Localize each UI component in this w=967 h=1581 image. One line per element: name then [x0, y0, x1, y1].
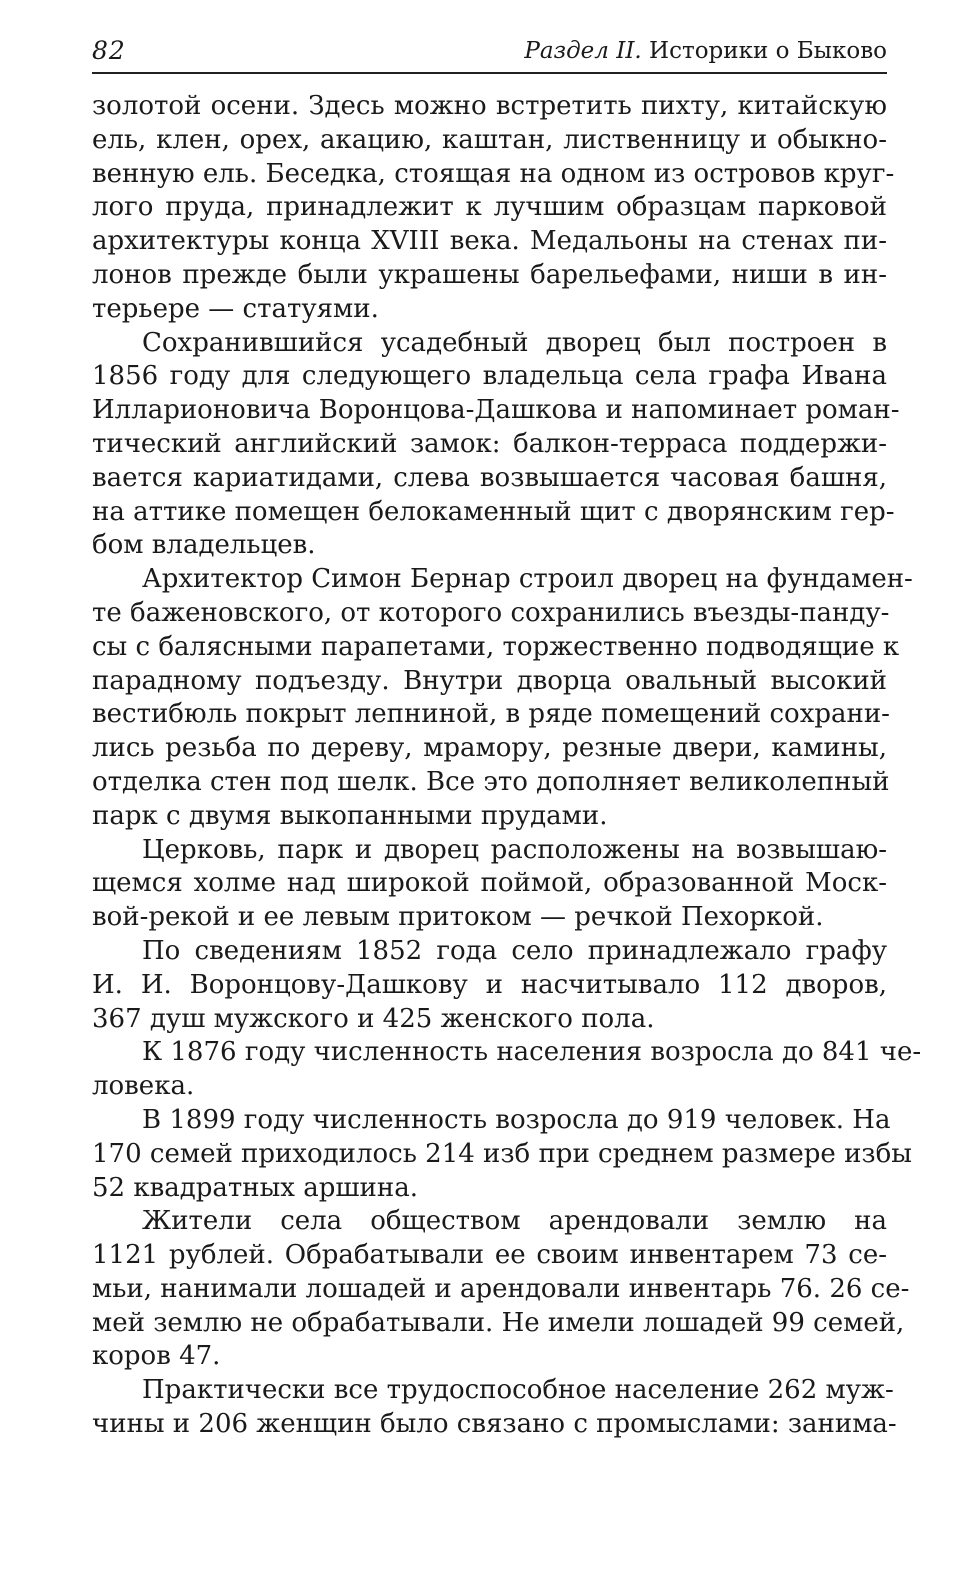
- text-line: вается кариатидами, слева возвышается часовая башня,: [92, 462, 887, 493]
- text-line: тический английский замок: балкон-терраса поддержи-: [92, 428, 887, 459]
- text-line: Жители села обществом арендовали землю на: [142, 1206, 887, 1237]
- text-line: И. И. Воронцову-Дашкову и насчитывало 112 дворов,: [92, 969, 887, 1000]
- text-line: Сохранившийся усадебный дворец был построен в: [142, 327, 887, 358]
- paragraph: [92, 563, 913, 833]
- text-line: те баженовского, от которого сохранились въезды-панду-: [92, 597, 890, 628]
- text-line: золотой осени. Здесь можно встретить пихту, китайскую: [92, 91, 887, 121]
- page-number: 82: [92, 36, 126, 65]
- text-line: на аттике помещен белокаменный щит с дворянским гер-: [92, 496, 895, 527]
- text-line: бом владельцев.: [92, 530, 316, 561]
- section-title: Историки о Быково: [649, 38, 887, 64]
- paragraph: [92, 90, 895, 327]
- text-line: ель, клен, орех, акацию, каштан, лиственницу и обыкно-: [92, 124, 887, 155]
- paragraph: [92, 327, 900, 564]
- text-line: парк с двумя выкопанными прудами.: [92, 800, 608, 831]
- text-line: вой-рекой и ее левым притоком — речкой Пехоркой.: [92, 902, 824, 933]
- text-line: мьи, нанимали лошадей и арендовали инвентарь 76. 26 се-: [92, 1273, 910, 1304]
- text-line: чины и 206 женщин было связано с промыслами: занима-: [92, 1409, 897, 1440]
- running-head: [524, 38, 887, 64]
- text-line: щемся холме над широкой поймой, образованной Моск-: [92, 868, 887, 899]
- paragraph: [92, 1374, 897, 1442]
- text-line: 52 квадратных аршина.: [92, 1172, 418, 1203]
- text-line: парадному подъезду. Внутри дворца овальный высокий: [92, 665, 887, 696]
- text-line: отделка стен под шелк. Все это дополняет великолепный: [92, 766, 890, 797]
- paragraph: [92, 1205, 910, 1374]
- page-header: [92, 34, 887, 74]
- text-line: Практически все трудоспособное население 262 муж-: [142, 1375, 894, 1406]
- text-line: мей землю не обрабатывали. Не имели лошадей 99 семей,: [92, 1307, 905, 1338]
- text-line: сы с балясными парапетами, торжественно подводящие к: [92, 631, 900, 662]
- text-line: лого пруда, принадлежит к лучшим образцам парковой: [92, 192, 887, 223]
- text-line: ловека.: [92, 1071, 195, 1102]
- text-line: Илларионовича Воронцова-Дашкова и напоминает роман-: [92, 395, 900, 426]
- text-line: коров 47.: [92, 1341, 221, 1372]
- paragraph: [92, 834, 887, 935]
- paragraph: [92, 1104, 912, 1205]
- text-line: Архитектор Симон Бернар строил дворец на фундамен-: [142, 564, 913, 595]
- text-line: 1856 году для следующего владельца села графа Ивана: [92, 361, 887, 392]
- text-line: архитектуры конца XVIII века. Медальоны на стенах пи-: [92, 226, 887, 257]
- body-text: [92, 90, 922, 1442]
- text-line: 367 душ мужского и 425 женского пола.: [92, 1003, 655, 1034]
- text-line: терьере — статуями.: [92, 293, 379, 324]
- text-line: вестибюль покрыт лепниной, в ряде помещений сохрани-: [92, 699, 890, 730]
- text-line: Церковь, парк и дворец расположены на возвышаю-: [142, 834, 887, 865]
- text-line: 170 семей приходилось 214 изб при среднем размере избы: [92, 1138, 912, 1169]
- section-label: Раздел II.: [524, 38, 642, 64]
- text-line: венную ель. Беседка, стоящая на одном из островов круг-: [92, 158, 895, 189]
- text-line: 1121 рублей. Обрабатывали ее своим инвентарем 73 се-: [92, 1240, 887, 1271]
- text-line: лонов прежде были украшены барельефами, ниши в ин-: [92, 259, 887, 290]
- paragraph: [92, 1036, 922, 1104]
- text-line: По сведениям 1852 года село принадлежало графу: [142, 935, 887, 966]
- paragraph: [92, 935, 887, 1036]
- text-line: лись резьба по дереву, мрамору, резные двери, камины,: [92, 733, 887, 764]
- text-line: К 1876 году численность населения возросла до 841 че-: [142, 1037, 922, 1068]
- text-line: В 1899 году численность возросла до 919 человек. На: [142, 1104, 891, 1135]
